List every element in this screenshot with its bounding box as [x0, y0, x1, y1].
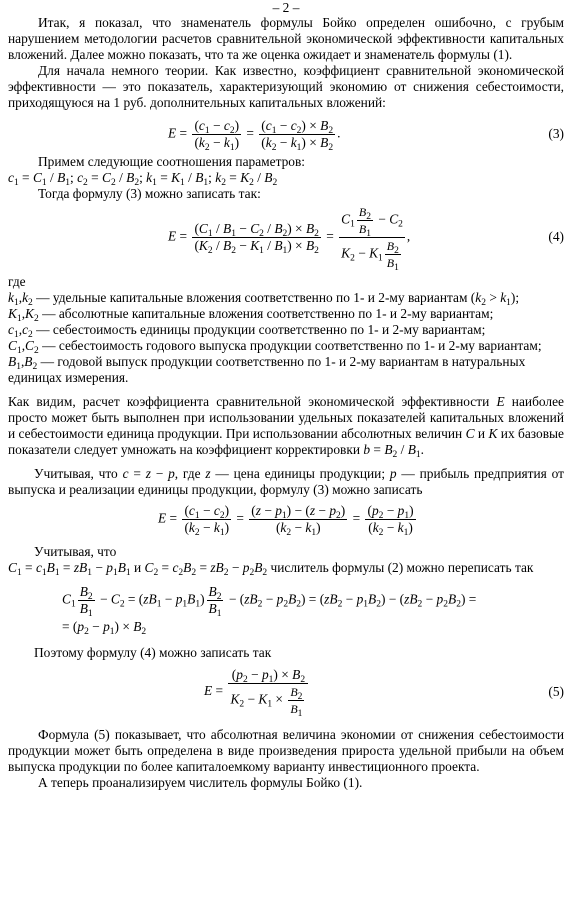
paragraph-parameters: Примем следующие соотношения параметров:	[38, 154, 306, 169]
definition-K: $K_1,K_2$ — абсолютные капитальные вложения соответственно по 1- и 2-му вариантам;	[8, 306, 494, 324]
paragraph-intro: Итак, я показал, что знаменатель формулы Бойко определен ошибочно, с грубым нарушением методологии расчетов сравнительной экономической эффективности капитальных вложений. Далее можно показать, что та же оценка ожидает и знаменатель формулы (1).	[8, 15, 564, 62]
document-page	[8, 0, 564, 791]
equation-numerator: $C_1$ $\frac{B_2}{B_1}$ − $C_2 = (zB_1 - p_1B_1)$ $\frac{B_2}{B_1}$ − $(zB_2 - p_2B_2) = (zB_2 - p_1B_2) - (zB_2 - p_2B_2)$ = = $(p_2 - p_1) \times B_2$	[62, 584, 477, 637]
paragraph-theory: Для начала немного теории. Как известно, коэффициент сравнительной экономической эффективности — это показатель, характеризующий экономию от снижения себестоимости, приходящуюся на 1 руб. дополнительных капитальных вложений:	[8, 63, 564, 110]
equation-4: E = $\frac{(C_1 / B_1 - C_2 / B_2) \times B_2}{(K_2 / B_2 - K_1 / B_1) \times B_2}$ = $C_1$ $\frac{B_2}{B_1}$ − $C_2$ $K_2 - K_1$ $\frac{B_2}{B_1}$ , (4)	[168, 204, 564, 273]
definition-C: $C_1,C_2$ — себестоимость годового выпуска продукции соответственно по 1- и 2-му вариантам;	[8, 338, 542, 356]
equation-3: E = $\frac{(c_1 - c_2)}{(k_2 - k_1)}$ = $\frac{(c_1 - c_2) \times B_2}{(k_2 - k_1) \times B_2}$ . (3)	[168, 117, 564, 153]
equation-profit: E = $\frac{(c_1 - c_2)}{(k_2 - k_1)}$ = $\frac{(z - p_1) - (z - p_2)}{(k_2 - k_1)}$ = $\frac{(p_2 - p_1)}{(k_2 - k_1)}$	[158, 502, 414, 538]
where-label: где	[8, 274, 26, 289]
paragraph-numerator: $C_1 = c_1B_1 = zB_1 - p_1B_1$ и $C_2 = c_2B_2 = zB_2 - p_2B_2$ числитель формулы (2) можно переписать так	[8, 560, 534, 578]
definition-B: $B_1,B_2$ — годовой выпуск продукции соответственно по 1- и 2-му вариантам в натуральных единицах измерения.	[8, 354, 526, 385]
paragraph-analysis: Как видим, расчет коэффициента сравнительной экономической эффективности E наиболее просто может быть выполнен при использовании удельных показателей капитальных вложений и себестоимости единица продукции. При использовании абсолютных величин C и K их базовые показатели следует умножать на коэффициент корректировки $b = B_2 / B_1$.	[8, 394, 564, 460]
paragraph-then: Тогда формулу (3) можно записать так:	[38, 186, 261, 201]
equation-3-number: (3)	[548, 126, 564, 141]
paragraph-profit: Учитывая, что c = z − p, где z — цена единицы продукции; p — прибыль предприятия от выпуска и реализации единицы продукции, формулу (3) можно записать	[8, 466, 565, 497]
paragraph-therefore: Поэтому формулу (4) можно записать так	[34, 645, 272, 660]
paragraph-considering: Учитывая, что	[34, 544, 117, 559]
equation-4-number: (4)	[548, 229, 564, 244]
parameter-relations: $c_1 = C_1 / B_1$; $c_2 = C_2 / B_2$; $k_1 = K_1 / B_1$; $k_2 = K_2 / B_2$	[8, 170, 278, 188]
paragraph-next: А теперь проанализируем числитель формулы Бойко (1).	[38, 775, 363, 790]
definition-k: $k_1,k_2$ — удельные капитальные вложения соответственно по 1- и 2-му вариантам $(k_2 > k_1)$;	[8, 290, 520, 308]
equation-5: E = $(p_2 - p_1) \times B_2$ $K_2 - K_1$ × $\frac{B_2}{B_1}$ (5)	[204, 667, 564, 719]
paragraph-conclusion: Формула (5) показывает, что абсолютная величина экономии от снижения себестоимости продукции может быть определена в виде произведения прироста удельной прибыли на объем выпуска продукции по более капиталоемкому варианту инвестиционного проекта.	[8, 727, 564, 774]
page-number: – 2 –	[272, 0, 300, 15]
definition-c: $c_1,c_2$ — себестоимость единицы продукции соответственно по 1- и 2-му вариантам;	[8, 322, 486, 340]
equation-5-number: (5)	[548, 684, 564, 699]
